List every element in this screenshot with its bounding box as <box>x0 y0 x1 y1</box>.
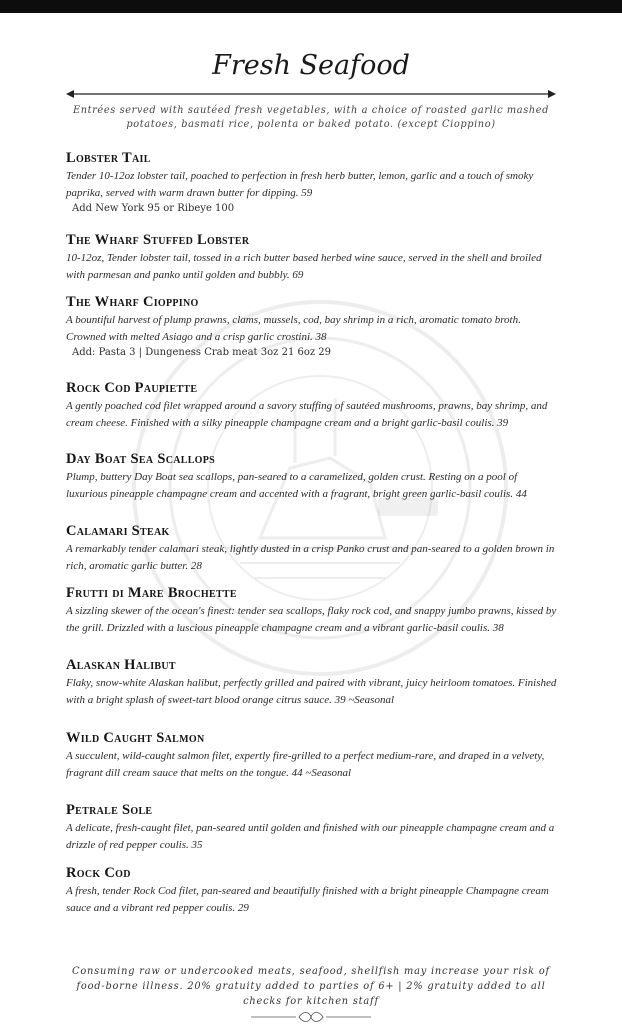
item-description: A remarkably tender calamari steak, lightly dusted in a crisp Panko crust and pan-seared to a golden brown in rich, aromatic garlic butter. 28 <box>66 543 555 572</box>
item-name: Calamari Steak <box>66 523 170 539</box>
menu-item-brochette <box>66 584 560 636</box>
item-name: The Wharf Stuffed Lobster <box>66 232 250 248</box>
item-description: A succulent, wild-caught salmon filet, expertly fire-grilled to a perfect medium-rare, and draped in a velvety, fragrant dill cream sauce that melts on the tongue. 44 ~Seasonal <box>66 750 545 779</box>
menu-item-sea-scallops <box>66 450 560 502</box>
item-name: Frutti di Mare Brochette <box>66 585 237 601</box>
page-title: Fresh Seafood <box>212 50 410 81</box>
item-name: Rock Cod <box>66 865 131 881</box>
item-description: A sizzling skewer of the ocean's finest: tender sea scallops, flaky rock cod, and snappy jumbo prawns, kissed by the grill. Drizzled with a luscious pineapple champagne cream and a vibrant garlic-basil coulis. 38 <box>66 605 557 634</box>
item-description: 10-12oz, Tender lobster tail, tossed in a rich butter based herbed wine sauce, served in the shell and broiled with parmesan and panko until golden and bubbly. 69 <box>66 252 542 281</box>
menu-item-rock-cod-paupiette <box>66 379 560 431</box>
menu-item-cioppino <box>66 293 560 360</box>
footer-ornament-icon <box>251 1010 371 1024</box>
item-name: Rock Cod Paupiette <box>66 380 198 396</box>
menu-item-petrale-sole <box>66 801 560 853</box>
item-description: A bountiful harvest of plump prawns, clams, mussels, cod, bay shrimp in a rich, aromatic tomato broth. Crowned with melted Asiago and a crisp garlic crostini. 38 <box>66 314 521 343</box>
item-description: A delicate, fresh-caught filet, pan-seared until golden and finished with our pineapple champagne cream and a drizzle of red pepper coulis. 35 <box>66 822 555 851</box>
item-description: Plump, buttery Day Boat sea scallops, pan-seared to a caramelized, golden crust. Resting on a pool of luxurious pineapple champagne cream and accented with a fragrant, bright green garlic-basil coulis. 44 <box>66 471 527 500</box>
item-description: A gently poached cod filet wrapped around a savory stuffing of sautéed mushrooms, prawns, bay shrimp, and cream cheese. Finished with a silky pineapple champagne cream and a bright garlic-basil coulis. 39 <box>66 400 548 429</box>
menu-item-alaskan-halibut <box>66 656 560 708</box>
item-name: Petrale Sole <box>66 802 153 818</box>
item-name: Wild Caught Salmon <box>66 730 205 746</box>
item-addon: Add: Pasta 3 | Dungeness Crab meat 3oz 21 6oz 29 <box>72 347 332 358</box>
item-description: A fresh, tender Rock Cod filet, pan-seared and beautifully finished with a bright pineapple Champagne cream sauce and a vibrant red pepper coulis. 29 <box>66 885 549 914</box>
menu-item-lobster-tail <box>66 149 560 216</box>
top-border-bar <box>0 0 622 13</box>
entree-note: Entrées served with sautéed fresh vegetables, with a choice of roasted garlic mashed potatoes, basmati rice, polenta or baked potato. (except Cioppino) <box>72 105 550 130</box>
item-description: Flaky, snow-white Alaskan halibut, perfectly grilled and paired with vibrant, juicy heirloom tomatoes. Finished with a bright splash of sweet-tart blood orange citrus sauce. 39 ~Seasonal <box>66 677 557 706</box>
menu-item-stuffed-lobster <box>66 231 560 283</box>
item-description: Tender 10-12oz lobster tail, poached to perfection in fresh herb butter, lemon, garlic and a touch of smoky paprika, served with warm drawn butter for dipping. 59 <box>66 170 534 199</box>
menu-item-rock-cod <box>66 864 560 916</box>
item-name: Day Boat Sea Scallops <box>66 451 216 467</box>
footer-disclaimer: Consuming raw or undercooked meats, seafood, shellfish may increase your risk of food-borne illness. 20% gratuity added to parties of 6+ | 2% gratuity added to all checks for kitchen staff <box>72 966 550 1007</box>
item-addon: Add New York 95 or Ribeye 100 <box>72 203 235 214</box>
item-name: Alaskan Halibut <box>66 657 176 673</box>
item-name: The Wharf Cioppino <box>66 294 199 310</box>
menu-item-salmon <box>66 729 560 781</box>
title-divider-arrow <box>66 88 556 100</box>
item-name: Lobster Tail <box>66 150 151 166</box>
menu-item-calamari-steak <box>66 522 560 574</box>
